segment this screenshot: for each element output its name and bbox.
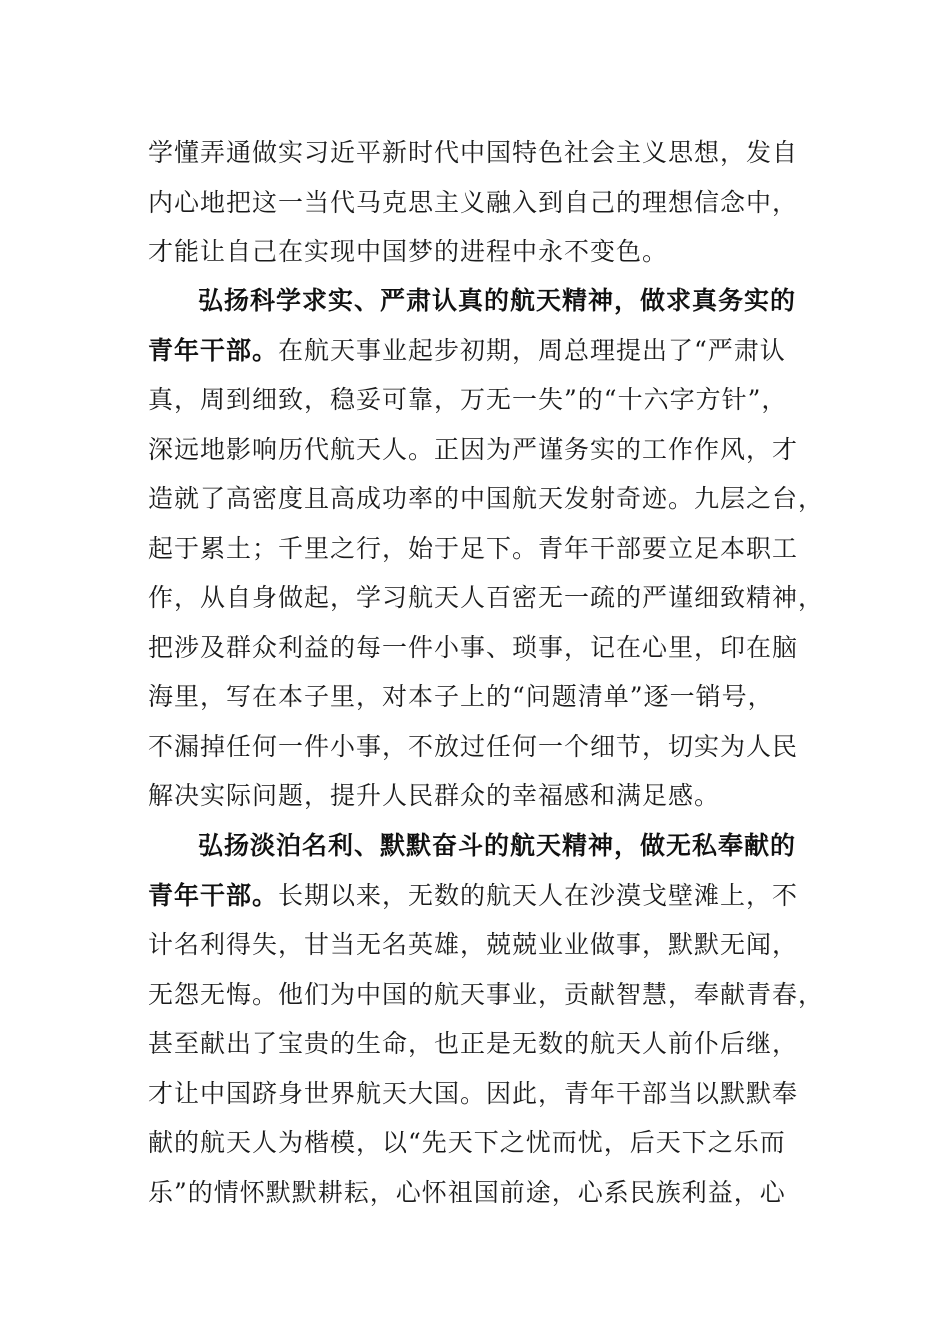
text-line: 才让中国跻身世界航天大国。因此，青年干部当以默默奉 — [148, 1078, 799, 1108]
text-line: 无怨无悔。他们为中国的航天事业，贡献智慧，奉献青春， — [148, 979, 825, 1009]
text-line: 解决实际问题，提升人民群众的幸福感和满足感。 — [148, 781, 721, 810]
text-line — [148, 326, 803, 376]
text-line: 真，周到细致，稳妥可靠，万无一失”的“十六字方针”， — [148, 385, 788, 414]
paragraph-heading-end: 青年干部。 — [148, 335, 279, 365]
paragraph-scientific-spirit — [148, 276, 825, 821]
text-line: 乐”的情怀默默耕耘，心怀祖国前途，心系民族利益，心 — [148, 1177, 786, 1207]
text-line: 才能让自己在实现中国梦的进程中永不变色。 — [148, 237, 669, 266]
text-line: 深远地影响历代航天人。正因为严谨务实的工作作风，才 — [148, 434, 799, 464]
text-line: 把涉及群众利益的每一件小事、琐事，记在心里，印在脑 — [148, 632, 799, 662]
text-line-rest: 在航天事业起步初期，周总理提出了“严肃认 — [278, 335, 786, 365]
text-line: 学懂弄通做实习近平新时代中国特色社会主义思想，发自 — [148, 138, 799, 167]
text-line: 造就了高密度且高成功率的中国航天发射奇迹。九层之台， — [148, 484, 825, 513]
text-line: 内心地把这一当代马克思主义融入到自己的理想信念中， — [148, 187, 799, 217]
text-line — [148, 871, 803, 921]
paragraph-selfless-dedication — [148, 821, 825, 1217]
text-line: 计名利得失，甘当无名英雄，兢兢业业做事，默默无闻， — [148, 930, 799, 959]
continuation-paragraph — [148, 128, 803, 277]
text-line-rest: 长期以来，无数的航天人在沙漠戈壁滩上，不 — [278, 880, 799, 910]
text-line: 作，从自身做起，学习航天人百密无一疏的严谨细致精神， — [148, 583, 825, 612]
text-line: 不漏掉任何一件小事，不放过任何一个细节，切实为人民 — [148, 731, 799, 761]
text-line: 海里，写在本子里，对本子上的“问题清单”逐一销号， — [148, 682, 774, 711]
text-line: 起于累土；千里之行，始于足下。青年干部要立足本职工 — [148, 533, 799, 563]
paragraph-heading-end: 青年干部。 — [148, 880, 279, 910]
paragraph-heading: 弘扬淡泊名利、默默奋斗的航天精神，做无私奉献的 — [198, 831, 797, 860]
paragraph-heading: 弘扬科学求实、严肃认真的航天精神，做求真务实的 — [198, 286, 797, 315]
text-line: 献的航天人为楷模，以“先天下之忧而忧，后天下之乐而 — [148, 1128, 786, 1157]
text-line: 甚至献出了宝贵的生命，也正是无数的航天人前仆后继， — [148, 1029, 799, 1058]
